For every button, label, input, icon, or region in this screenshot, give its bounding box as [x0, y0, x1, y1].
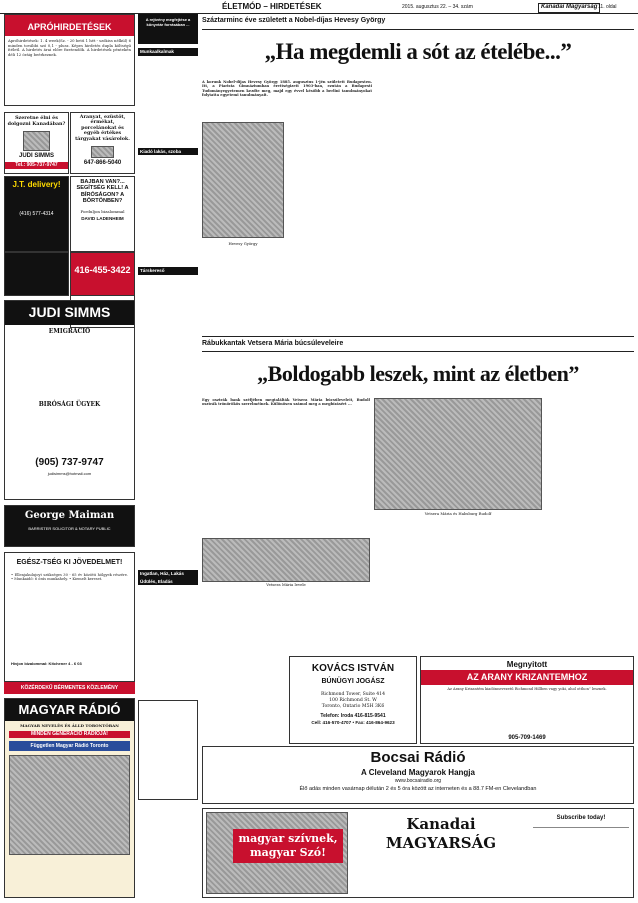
ad-bajban-sub: Forduljon bizalommal — [80, 208, 125, 214]
midcol-kiado-header: Kiadó lakás, szoba — [138, 148, 198, 156]
ad-kovacs-phone: Telefon: Iroda 416-815-9541 — [320, 713, 386, 720]
ad-mr-photo — [9, 755, 130, 855]
ad-george-maiman — [4, 505, 135, 547]
classifieds-title: APRÓHIRDETÉSEK — [5, 15, 134, 36]
ad-bocsai-web: www.bocsairadio.org — [394, 777, 442, 784]
ad-kovacs-cell: Cell: 416-570-4707 • Fax: 416-864-9623 — [311, 719, 395, 725]
article1-title: „Ha megdemli a sót az ételébe...” — [264, 38, 572, 64]
article2-col6 — [288, 590, 370, 656]
ad-kanada-photo — [23, 131, 50, 151]
ad-bajban-name: DAVID LADENHEIM — [81, 215, 124, 221]
ad-judi-simms — [4, 300, 135, 500]
ad-judi-list2 — [11, 411, 128, 451]
ad-magyarsag — [202, 808, 634, 898]
ad-bocsai — [202, 746, 634, 804]
ad-judi-title: JUDI SIMMS — [5, 301, 134, 325]
ad-magyar-radio — [4, 698, 135, 898]
masthead-logo: Kanadai Magyarság — [538, 3, 600, 13]
article2-photo-2 — [202, 538, 370, 582]
article2-lead: Egy osztrák bank széfjében megtalálták Vetsera Mária búcsúleveleit, Rudolf osztrák trónörökös szerelméinek. Különösen számol meg a megbízásért ... — [202, 398, 370, 407]
article2-rule-top — [202, 336, 634, 337]
ad-egeszseg-phone: Hívjon bizalommal: Kitchener 4 - 6 03 — [11, 660, 82, 666]
ad-magyarsag-szivnek: magyar szívnek, magyar Szó! — [233, 829, 343, 863]
mid-column-2 — [138, 570, 198, 700]
ad-antik — [70, 112, 135, 174]
article1-photo — [202, 122, 284, 238]
section-title: ÉLETMÓD – HIRDETÉSEK — [222, 2, 322, 11]
ad-bocsai-sub: A Cleveland Magyarok Hangja — [361, 767, 475, 777]
ad-mr-title: MAGYAR RÁDIÓ — [5, 699, 134, 721]
ad-aranykor-title: AZ ARANY KRIZANTEMHOZ — [421, 670, 633, 685]
ad-kovacs — [289, 656, 417, 744]
ad-bajban-title: BAJBAN VAN?... SEGÍTSÉG KELL! A BÍRÓSÁGON? A BÖRTÖNBEN? — [76, 179, 129, 205]
midcol-ingatlan-header: Ingatlan, Ház, Lakás — [138, 570, 198, 578]
ad-kovacs-addr2: 100 Richmond St. W — [329, 697, 377, 703]
ad-egeszseg-text: • Ellenjakulujoyt szükséges 30 - 65 év közötti hölgyek részére. • Munkaidő: 6 órás munkahely. • Kiemelt kereset. — [11, 572, 128, 582]
ad-kovacs-title: KOVÁCS ISTVÁN — [311, 663, 395, 674]
ad-kanada-title: Szeretne élni és dolgozni Kanadában? — [7, 115, 66, 127]
ad-kovacs-sub: BÚNÜGYI JOGÁSZ — [321, 677, 385, 685]
ad-mid-small — [138, 700, 198, 800]
issue-date: 2015. augusztus 22. – 34. szám — [402, 4, 473, 10]
article1-col1 — [202, 252, 284, 342]
midcol-ingatlan-text — [138, 585, 198, 685]
ad-aranykor-sub: Az Arany Krizantém kiadónnevezetű Richmond Hillben vagy yoki, ahol otthon” lesznek. — [447, 687, 607, 692]
classifieds-intro: Apróhirdetések: 1. 4 week(Sz. - 20 betű 1 hét - szókiss nélkül) 6 minden további szó 0,1 - plusz. Képes hirdetés dupla költségű ítéletl. A hirdetés árai előre fizetendők. A hirdetések péntekén déli 12 óráig beérkeznek. — [8, 38, 131, 58]
ad-kovacs-addr1: Richmond Tower, Suite 414 — [320, 692, 386, 698]
article1-col4 — [460, 80, 542, 342]
article2-col5 — [546, 398, 630, 656]
article2-caption1: Vetsera Mária és Habsburg Rudolf — [424, 511, 492, 516]
article-1 — [202, 14, 634, 344]
article2-kicker: Rábukkantak Vetsera Mária búcsúleveleire — [202, 340, 344, 347]
ad-mr-sub: MAGYAR NEVELÉS ÉS ÁLLD TORONTÓBAN — [20, 723, 119, 729]
midcol-ingatlan2-header: Üdülés, Eladás — [138, 578, 198, 586]
midcol-munka-text — [138, 56, 198, 146]
ad-antik-photo — [91, 146, 114, 158]
ad-jt-delivery — [4, 176, 69, 252]
ad-bocsai-title: Bocsai Rádió — [370, 749, 466, 766]
ad-mr-sub2: MINDEN GENERÁCIÓ RÁDIÓJA! — [9, 731, 130, 737]
page-number: 11. oldal — [598, 4, 617, 10]
ad-antik-phone: 647-866-5040 — [83, 160, 122, 167]
ad-aranykor — [420, 656, 634, 744]
ad-kovacs-addr3: Toronto, Ontario M5H 3K6 — [321, 703, 385, 709]
ad-kanada-name: JUDI SIMMS — [18, 152, 54, 159]
midcol-top: A rejtvény megfejtése a könyvtár forrásában ... — [138, 14, 198, 44]
ad-magyarsag-form — [533, 827, 629, 893]
ad-kanada-phone: Tel.: 905-737-9747 — [5, 162, 68, 168]
article1-col5 — [546, 80, 630, 342]
ad-judi-sub: EMIGRÁCIÓ — [48, 327, 91, 335]
ad-bimanyi — [4, 252, 69, 296]
mid-column — [138, 14, 198, 454]
ad-george-sub: BARRISTER SOLICITOR & NOTARY PUBLIC — [28, 525, 111, 531]
ad-bocsai-text: Élő adás minden vasárnap délután 2 és 5 óra között az interneten és a 88.7 FM-en Clevelandban — [299, 786, 537, 792]
ad-judi-sub2: BIRÓSÁGI ÜGYEK — [38, 401, 101, 408]
article2-caption2: Vetsera Mária levele — [266, 582, 306, 587]
page-header — [0, 0, 638, 14]
ad-magyarsag-title: Kanadai MAGYARSÁG — [385, 815, 497, 852]
ad-judi-phone: (905) 737-9747 — [35, 456, 104, 468]
ad-mr-sub3: Független Magyar Rádió Toronto — [9, 741, 130, 751]
ad-jt-phone: (416) 577-4314 — [19, 211, 54, 217]
ad-jt-title: J.T. delivery! — [12, 180, 61, 189]
ad-egeszseg — [4, 552, 135, 682]
ad-bajban-card — [70, 176, 135, 252]
ad-aranykor-phone: 905-709-1469 — [508, 735, 546, 742]
ad-egeszseg-title: EGÉSZ-TSÉG KI JÖVEDELMET! — [16, 559, 123, 566]
article1-caption: Hevesy György — [228, 241, 258, 246]
article2-col2 — [288, 454, 370, 534]
ad-antik-title: Aranyat, ezüstöt, érmékat, porcelánokat és egyéb értékes tárgyakat vásárolok. — [75, 114, 130, 142]
ad-kanada — [4, 112, 69, 174]
ad-aranykor-top: Megnyitott — [506, 660, 548, 669]
article1-lead: A korunk Nobel-díjas Hevesy György 1885. augusztus 1-jén született Budapesten. Itt, a Piarista Gimnáziumban érettségizett 1903-ban, ezután a Budapesti Tudományegyetemen kezdte meg, majd egy évvel később a berlini tanulmányokat folytatta egyetemi tanulmányait. — [202, 80, 372, 98]
midcol-tarsker-header: Társkereső — [138, 267, 198, 275]
article2-col4 — [460, 520, 542, 610]
article1-col2 — [288, 120, 370, 342]
article2-rule — [202, 351, 634, 352]
article2-col1 — [202, 454, 284, 534]
ad-magyarsag-sub: Subscribe today! — [556, 815, 606, 821]
ad-judi-email: judisimms@hotmail.com — [47, 471, 92, 476]
ad-bimanyi-phone-box — [70, 252, 135, 296]
classifieds-box — [4, 14, 135, 106]
article1-rule — [202, 29, 634, 30]
article1-col3 — [374, 80, 456, 342]
ad-kozerdek: KÖZÉRDEKŰ BÉRMENTES KÖZLEMÉNY — [4, 682, 135, 694]
article2-photo-1 — [374, 398, 542, 510]
midcol-munka-header: Munkaalkalmak — [138, 48, 198, 56]
ad-judi-list — [11, 337, 128, 397]
ad-bimanyi-phone: 416-455-3422 — [74, 265, 131, 275]
article2-col7 — [374, 590, 456, 656]
article2-title: „Boldogabb leszek, mint az életben” — [257, 360, 579, 386]
midcol-kiado-text — [138, 155, 198, 265]
article1-kicker: Száztarminc éve született a Nobel-díjas Hevesy György — [202, 17, 386, 24]
ad-george-title: George Maiman — [24, 510, 115, 521]
